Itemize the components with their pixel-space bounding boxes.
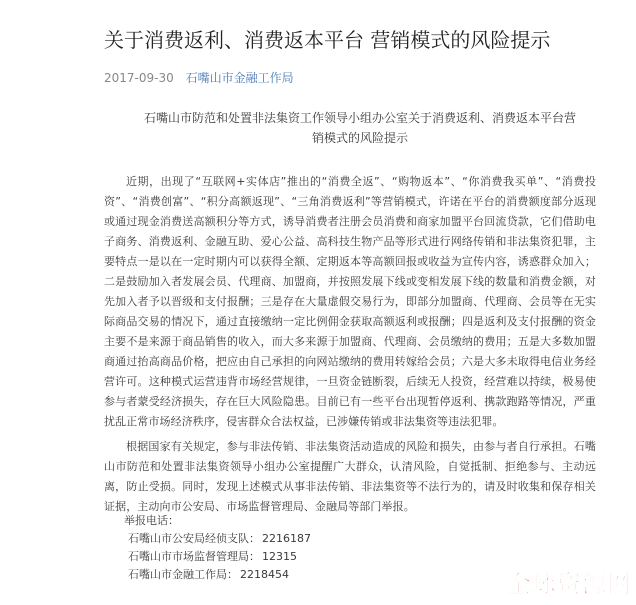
site-watermark: 全球资源网 [507, 570, 632, 598]
publish-date: 2017-09-30 [104, 71, 174, 85]
hotline-label: 石嘴山市市场监督管理局： [128, 550, 260, 563]
document-subtitle: 石嘴山市防范和处置非法集资工作领导小组办公室关于消费返利、消费返本平台营销模式的风险提示 [143, 111, 576, 145]
hotline-number: 2218454 [240, 568, 289, 581]
body-paragraph: 根据国家有关规定，参与非法传销、非法集资活动造成的风险和损失，由参与者自行承担。石嘴山市防范和处置非法集资领导小组办公室提醒广大群众，认清风险，自觉抵制、拒绝参与、主动远离，防止受损。同时，发现上述模式从事非法传销、非法集资等不法行为的，请及时收集和保存相关证据，主动向市公安局、市场监督管理局、金融局等部门举报。 [104, 440, 596, 513]
hotline-number: 12315 [262, 550, 297, 563]
hotline-label: 石嘴山市公安局经侦支队： [128, 532, 260, 545]
hotline-number: 2216187 [262, 532, 311, 545]
hotline-item [104, 548, 311, 566]
article-title: 关于消费返利、消费返本平台 营销模式的风险提示 [104, 28, 551, 52]
hotline-item [104, 566, 311, 584]
report-hotlines [104, 512, 311, 584]
article-meta [104, 70, 294, 86]
hotline-label: 石嘴山市金融工作局： [128, 568, 238, 581]
body-paragraph: 近期，出现了“互联网+实体店”推出的“消费全返”、“购物返本”、“你消费我买单”、“消费投资”、“消费创富”、“积分高额返现”、“三角消费返利”等营销模式，许诺在平台的消费额度部分返现或通过现金消费送高额积分等方式，诱导消费者注册会员消费和商家加盟平台回流贷款，它们借助电子商务、消费返利、金融互助、爱心公益、高科技生物产品等形式进行网络传销和非法集资犯罪，主要特点一是以在一定时期内可以获得全额、定期返本等高额回报或收益为宣传内容，诱惑群众加入；二是鼓励加入者发展会员、代理商、加盟商，并按照发展下线或变相发展下线的数量和消费金额，对先加入者予以晋级和支付报酬；三是存在大量虚假交易行为，即部分加盟商、代理商、会员等在无实际商品交易的情况下，通过直接缴纳一定比例佣金获取高额返利或报酬；四是返利及支付报酬的资金主要不是来源于商品销售的收入，而大多来源于加盟商、代理商、会员缴纳的费用；五是大多数加盟商通过抬高商品价格，把应由自己承担的向网站缴纳的费用转嫁给会员；六是大多未取得电信业务经营许可。这种模式运营违背市场经营规律，一旦资金链断裂，后续无人投资，经营难以持续，极易使参与者蒙受经济损失，存在巨大风险隐患。目前已有一些平台出现暂停返利、携款跑路等情况，严重扰乱正常市场经济秩序，侵害群众合法权益，已涉嫌传销或非法集资等违法犯罪。 [104, 175, 596, 428]
source-link[interactable]: 石嘴山市金融工作局 [185, 71, 294, 85]
report-heading: 举报电话： [124, 514, 179, 527]
hotline-item [104, 530, 311, 548]
